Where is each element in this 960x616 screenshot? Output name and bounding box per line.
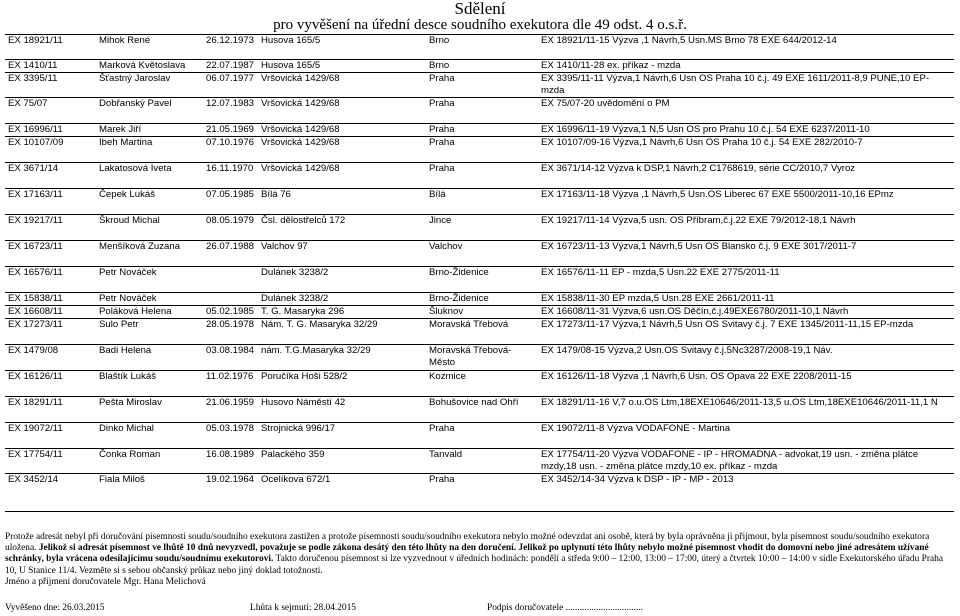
street-address: Čsl. dělostřelců 172 (261, 215, 346, 226)
table-row (5, 241, 954, 267)
case-number: EX 75/07 (8, 98, 48, 109)
street-address: Vršovická 1429/68 (261, 98, 340, 109)
birth-date: 16.08.1989 (206, 449, 255, 460)
document-description: EX 10107/09-16 Výzva,1 Návrh,6 Usn OS Praha 10 č.j. 54 EXE 282/2010-7 (541, 137, 863, 148)
document-description: EX 75/07-20 uvědomění o PM (541, 98, 670, 109)
birth-date: 21.06.1959 (206, 397, 255, 408)
city: Praha (429, 124, 455, 135)
birth-date: 26.07.1988 (206, 241, 255, 252)
case-number: EX 3452/14 (8, 474, 59, 485)
document-description: EX 18291/11-16 V,7 o.u.OS Ltm,18EXE10646/2011-13,5 u.OS Ltm,18EXE10646/2011-11,1 N (541, 397, 938, 408)
table-row (5, 397, 954, 423)
table-row (5, 306, 954, 319)
street-address: T. G. Masaryka 296 (261, 306, 345, 317)
posted-date: Vyvěšeno dne: 26.03.2015 (5, 603, 105, 613)
person-name: Pešta Miroslav (99, 397, 162, 408)
birth-date: 12.07.1983 (206, 98, 255, 109)
case-number: EX 16996/11 (8, 124, 63, 135)
street-address: Husovo Náměstí 42 (261, 397, 346, 408)
table-row (5, 98, 954, 124)
street-address: Ocelíkova 672/1 (261, 474, 331, 485)
city: Praha (429, 163, 455, 174)
document-description: EX 16126/11-18 Výzva ,1 Návrh,6 Usn. OS Opava 22 EXE 2208/2011-15 (541, 371, 852, 382)
birth-date: 07.05.1985 (206, 189, 255, 200)
street-address: Valchov 97 (261, 241, 308, 252)
document-description: EX 18921/11-15 Výzva ,1 Návrh,5 Usn.MS Brno 78 EXE 644/2012-14 (541, 35, 837, 46)
table-row (5, 124, 954, 137)
table-row (5, 60, 954, 73)
person-name: Menšíková Zuzana (99, 241, 181, 252)
city: Tanvald (429, 449, 463, 460)
case-number: EX 16576/11 (8, 267, 63, 278)
birth-date: 06.07.1977 (206, 73, 255, 84)
person-name: Dobřanský Pavel (99, 98, 172, 109)
person-name: Petr Nováček (99, 267, 157, 278)
person-name: Dinko Michal (99, 423, 154, 434)
city: Bílá (429, 189, 446, 200)
birth-date (203, 267, 258, 293)
birth-date: 26.12.1973 (206, 35, 255, 46)
removal-deadline: Lhůta k sejmutí: 28.04.2015 (250, 603, 356, 613)
birth-date: 05.03.1978 (206, 423, 255, 434)
case-number: EX 3395/11 (8, 73, 58, 84)
person-name: Šťastný Jaroslav (99, 73, 171, 84)
document-header (0, 0, 960, 34)
case-number: EX 19072/11 (8, 423, 63, 434)
document-description: EX 16996/11-19 Výzva,1 N,5 Usn OS pro Prahu 10 č.j. 54 EXE 6237/2011-10 (541, 124, 870, 135)
person-name: Ibeh Martina (99, 137, 153, 148)
case-number: EX 17163/11 (8, 189, 63, 200)
table-row (5, 267, 954, 293)
street-address: nám. T.G.Masaryka 32/29 (261, 345, 371, 356)
notice-part-2: Jelikož si adresát písemnost ve lhůtě 10 dnů nevyzvedl, považuje se podle zákona desátý den této lhůty na den doručení. Jelikož po uplynutí této lhůty nebylo možné písemnost vhodit do domovní nebo jiné adresátem užívané schránky, byla vrácena odesílajícímu soudu/soudnímu exekutorovi. (5, 543, 929, 565)
city: Brno-Židenice (429, 267, 489, 278)
city: Moravská Třebová (429, 319, 509, 330)
table-row (5, 319, 954, 345)
city: Brno (429, 60, 450, 71)
delivery-notice (5, 532, 955, 588)
table-row (5, 345, 954, 371)
document-description: EX 19072/11-8 Výzva VODAFONE - Martina (541, 423, 731, 434)
person-name: Mihok René (99, 35, 151, 46)
person-name: Čepek Lukáš (99, 189, 155, 200)
street-address: Vršovická 1429/68 (261, 73, 340, 84)
document-title: Sdělení (454, 0, 506, 18)
notice-part-3: Takto doručenou písemnost si lze vyzvednout v úředních hodinách: pondělí a středa 9:00 – 12:00, 13:00 – 17:00, úterý a čtvrtek 10:00 – 14:00 v sídle Exekutorského úřadu Praha 10, U Stanice 11/4. Vezměte si s sebou občanský průkaz nebo jiný doklad totožnosti. (5, 554, 943, 576)
table-row (5, 371, 954, 397)
notice-part-1: Protože adresát nebyl při doručování písemnosti soudu/soudního exekutora zastižen a protože písemnosti soudu/soudního exekutora nebylo možné odevzdat ani osobě, která by byla oprávněna ji přijmout, byla písemnost soudu/soudního exekutora uložena. (5, 532, 930, 554)
person-name: Sulo Petr (99, 319, 139, 330)
case-number: EX 1410/11 (8, 60, 58, 71)
birth-date: 11.02.1976 (206, 371, 254, 382)
case-number: EX 10107/09 (8, 137, 64, 148)
case-number: EX 15838/11 (8, 293, 63, 304)
signature-line (0, 603, 960, 616)
document-subtitle: pro vyvěšení na úřední desce soudního exekutora dle 49 odst. 4 o.s.ř. (273, 17, 687, 33)
document-description: EX 17754/11-20 Výzva VODAFONE - IP - HROMADNA - advokat,19 usn. - změna plátce mzdy,18 usn. - změna plátce mzdy,10 ex. příkaz - mzda (541, 449, 919, 472)
street-address: Dulánek 3238/2 (261, 293, 329, 304)
person-name: Badi Helena (99, 345, 152, 356)
person-name: Blaštík Lukáš (99, 371, 157, 382)
street-address: Nám. T. G. Masaryka 32/29 (261, 319, 378, 330)
birth-date: 22.07.1987 (206, 60, 255, 71)
document-description: EX 17163/11-18 Výzva ,1 Návrh,5 Usn.OS Liberec 67 EXE 5500/2011-10,16 EPmz (541, 189, 894, 200)
street-address: Husova 165/5 (261, 35, 321, 46)
birth-date: 05.02.1985 (206, 306, 255, 317)
birth-date: 19.02.1964 (206, 474, 255, 485)
birth-date: 07.10.1976 (206, 137, 255, 148)
document-description: EX 3452/14-34 Výzva k DSP - IP - MP - 2013 (541, 474, 734, 485)
case-number: EX 17273/11 (8, 319, 63, 330)
city: Praha (429, 73, 455, 84)
person-name: Petr Nováček (99, 293, 157, 304)
case-number: EX 18921/11 (8, 35, 63, 46)
document-description: EX 3671/14-12 Výzva k DSP,1 Návrh,2 C1768619, série CC/2010,7 Vyroz (541, 163, 856, 174)
person-name: Škroud Michal (99, 215, 160, 226)
case-number: EX 3671/14 (8, 163, 59, 174)
city: Šluknov (429, 306, 464, 317)
city: Praha (429, 474, 455, 485)
city: Praha (429, 423, 455, 434)
table-row (5, 137, 954, 163)
table-row (5, 293, 954, 306)
birth-date: 08.05.1979 (206, 215, 255, 226)
birth-date: 03.08.1984 (206, 345, 255, 356)
street-address: Vršovická 1429/68 (261, 124, 340, 135)
document-description: EX 19217/11-14 Výzva,5 usn. OS Příbram,č.j.22 EXE 79/2012-18,1 Návrh (541, 215, 856, 226)
city: Valchov (429, 241, 463, 252)
table-row (5, 35, 954, 60)
birth-date: 16.11.1970 (206, 163, 254, 174)
table-row (5, 189, 954, 215)
person-name: Čonka Roman (99, 449, 161, 460)
street-address: Strojnická 996/17 (261, 423, 336, 434)
case-number: EX 16723/11 (8, 241, 63, 252)
case-number: EX 19217/11 (8, 215, 63, 226)
document-description: EX 16608/11-31 Výzva,6 usn.OS Děčín,č.j.49EXE6780/2011-10,1 Návrh (541, 306, 849, 317)
table-row (5, 73, 954, 98)
table-row (5, 449, 954, 474)
case-number: EX 1479/08 (8, 345, 59, 356)
street-address: Husova 165/5 (261, 60, 321, 71)
city: Jince (429, 215, 452, 226)
delivery-notice-text (5, 532, 955, 577)
person-name: Lakatosová Iveta (99, 163, 172, 174)
city: Kozmice (429, 371, 466, 382)
birth-date: 21.05.1969 (206, 124, 255, 135)
street-address: Vršovická 1429/68 (261, 163, 340, 174)
person-name: Poláková Helena (99, 306, 172, 317)
birth-date: 28.05.1978 (206, 319, 255, 330)
document-description: EX 16576/11-11 EP - mzda,5 Usn.22 EXE 2775/2011-11 (541, 267, 780, 278)
birth-date (203, 293, 258, 306)
document-description: EX 1410/11-28 ex. příkaz - mzda (541, 60, 681, 71)
table-row (5, 215, 954, 241)
case-number: EX 17754/11 (8, 449, 63, 460)
person-name: Marek Jiří (99, 124, 142, 135)
street-address: Bílá 76 (261, 189, 291, 200)
document-description: EX 17273/11-17 Výzva,1 Návrh,5 Usn OS Svitavy č.j. 7 EXE 1345/2011-11,15 EP-mzda (541, 319, 914, 330)
city: Brno-Židenice (429, 293, 489, 304)
document-description: EX 1479/08-15 Výzva,2 Usn.OS Svitavy č.j.5Nc3287/2008-19,1 Náv. (541, 345, 833, 356)
table-row (5, 423, 954, 449)
deliverer-signature: Podpis doručovatele ................................. (487, 603, 643, 613)
city: Bohušovice nad Ohří (429, 397, 519, 408)
street-address: Poručíka Hoši 528/2 (261, 371, 348, 382)
person-name: Marková Květoslava (99, 60, 186, 71)
deliverer-name: Jméno a příjmení doručovatele Mgr. Hana Melichová (5, 576, 206, 587)
table-row (5, 474, 954, 512)
person-name: Fiala Miloš (99, 474, 145, 485)
street-address: Palackého 359 (261, 449, 325, 460)
document-description: EX 16723/11-13 Výzva,1 Návrh,5 Usn OS Blansko č.j. 9 EXE 3017/2011-7 (541, 241, 857, 252)
table-row (5, 163, 954, 189)
case-number: EX 16608/11 (8, 306, 63, 317)
case-number: EX 18291/11 (8, 397, 63, 408)
notice-table (5, 34, 954, 512)
street-address: Vršovická 1429/68 (261, 137, 340, 148)
city: Brno (429, 35, 450, 46)
city: Moravská Třebová-Město (429, 345, 512, 368)
document-description: EX 3395/11-11 Výzva,1 Návrh,6 Usn OS Praha 10 č.j. 49 EXE 1611/2011-8,9 PUNE,10 EP-mzda (541, 73, 930, 96)
document-description: EX 15838/11-30 EP mzda,5 Usn.28 EXE 2661/2011-11 (541, 293, 775, 304)
city: Praha (429, 98, 455, 109)
street-address: Dulánek 3238/2 (261, 267, 329, 278)
city: Praha (429, 137, 455, 148)
case-number: EX 16126/11 (8, 371, 63, 382)
